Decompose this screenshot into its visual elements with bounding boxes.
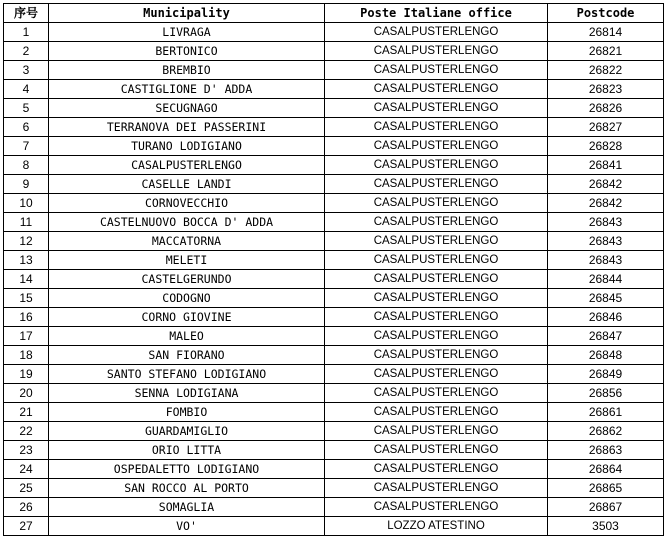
row-number: 9	[4, 175, 49, 194]
row-municipality: CASTELGERUNDO	[49, 270, 325, 289]
row-municipality: CASELLE LANDI	[49, 175, 325, 194]
table-row	[4, 118, 664, 137]
row-number: 2	[4, 42, 49, 61]
row-number: 25	[4, 479, 49, 498]
table-row	[4, 403, 664, 422]
table-row	[4, 137, 664, 156]
row-municipality: SENNA LODIGIANA	[49, 384, 325, 403]
row-municipality: CASTIGLIONE D' ADDA	[49, 80, 325, 99]
header-municipality: Municipality	[49, 4, 325, 23]
row-postcode: 26844	[548, 270, 664, 289]
row-municipality: CORNO GIOVINE	[49, 308, 325, 327]
row-number: 3	[4, 61, 49, 80]
table-row	[4, 346, 664, 365]
row-municipality: MELETI	[49, 251, 325, 270]
table-row	[4, 460, 664, 479]
row-municipality: ORIO LITTA	[49, 441, 325, 460]
row-office: CASALPUSTERLENGO	[325, 156, 548, 175]
row-office: CASALPUSTERLENGO	[325, 289, 548, 308]
row-municipality: FOMBIO	[49, 403, 325, 422]
row-municipality: CORNOVECCHIO	[49, 194, 325, 213]
row-office: CASALPUSTERLENGO	[325, 99, 548, 118]
row-office: LOZZO ATESTINO	[325, 517, 548, 536]
row-office: CASALPUSTERLENGO	[325, 23, 548, 42]
row-postcode: 26846	[548, 308, 664, 327]
row-municipality: SAN FIORANO	[49, 346, 325, 365]
row-postcode: 26828	[548, 137, 664, 156]
table-row	[4, 517, 664, 536]
row-municipality: SANTO STEFANO LODIGIANO	[49, 365, 325, 384]
table-row	[4, 232, 664, 251]
row-number: 7	[4, 137, 49, 156]
table-row	[4, 384, 664, 403]
row-office: CASALPUSTERLENGO	[325, 441, 548, 460]
row-office: CASALPUSTERLENGO	[325, 251, 548, 270]
row-postcode: 26822	[548, 61, 664, 80]
row-office: CASALPUSTERLENGO	[325, 365, 548, 384]
row-postcode: 26863	[548, 441, 664, 460]
row-office: CASALPUSTERLENGO	[325, 403, 548, 422]
row-number: 1	[4, 23, 49, 42]
row-postcode: 26843	[548, 251, 664, 270]
table-row	[4, 213, 664, 232]
table-row	[4, 498, 664, 517]
row-municipality: GUARDAMIGLIO	[49, 422, 325, 441]
table-row	[4, 308, 664, 327]
row-number: 6	[4, 118, 49, 137]
row-office: CASALPUSTERLENGO	[325, 232, 548, 251]
row-office: CASALPUSTERLENGO	[325, 42, 548, 61]
row-postcode: 26841	[548, 156, 664, 175]
row-number: 22	[4, 422, 49, 441]
row-municipality: SECUGNAGO	[49, 99, 325, 118]
header-postcode: Postcode	[548, 4, 664, 23]
row-municipality: CASTELNUOVO BOCCA D' ADDA	[49, 213, 325, 232]
header-office: Poste Italiane office	[325, 4, 548, 23]
row-postcode: 26814	[548, 23, 664, 42]
row-number: 8	[4, 156, 49, 175]
row-postcode: 26865	[548, 479, 664, 498]
row-postcode: 3503	[548, 517, 664, 536]
row-postcode: 26847	[548, 327, 664, 346]
row-postcode: 26864	[548, 460, 664, 479]
row-number: 17	[4, 327, 49, 346]
row-postcode: 26843	[548, 213, 664, 232]
row-office: CASALPUSTERLENGO	[325, 213, 548, 232]
row-number: 10	[4, 194, 49, 213]
table-row	[4, 422, 664, 441]
row-municipality: LIVRAGA	[49, 23, 325, 42]
row-office: CASALPUSTERLENGO	[325, 118, 548, 137]
row-postcode: 26867	[548, 498, 664, 517]
row-number: 24	[4, 460, 49, 479]
header-number: 序号	[4, 4, 49, 23]
row-municipality: MACCATORNA	[49, 232, 325, 251]
table-row	[4, 479, 664, 498]
row-office: CASALPUSTERLENGO	[325, 175, 548, 194]
row-postcode: 26842	[548, 175, 664, 194]
header-row	[4, 4, 664, 23]
row-postcode: 26856	[548, 384, 664, 403]
row-number: 4	[4, 80, 49, 99]
row-postcode: 26848	[548, 346, 664, 365]
row-office: CASALPUSTERLENGO	[325, 270, 548, 289]
row-office: CASALPUSTERLENGO	[325, 479, 548, 498]
row-number: 16	[4, 308, 49, 327]
row-office: CASALPUSTERLENGO	[325, 61, 548, 80]
row-municipality: TURANO LODIGIANO	[49, 137, 325, 156]
row-postcode: 26826	[548, 99, 664, 118]
row-office: CASALPUSTERLENGO	[325, 384, 548, 403]
row-postcode: 26827	[548, 118, 664, 137]
row-number: 27	[4, 517, 49, 536]
row-municipality: SAN ROCCO AL PORTO	[49, 479, 325, 498]
row-postcode: 26821	[548, 42, 664, 61]
table-row	[4, 42, 664, 61]
row-number: 23	[4, 441, 49, 460]
table-row	[4, 61, 664, 80]
row-office: CASALPUSTERLENGO	[325, 422, 548, 441]
row-number: 11	[4, 213, 49, 232]
row-office: CASALPUSTERLENGO	[325, 460, 548, 479]
table-header	[4, 4, 664, 23]
row-municipality: CASALPUSTERLENGO	[49, 156, 325, 175]
row-municipality: OSPEDALETTO LODIGIANO	[49, 460, 325, 479]
row-postcode: 26861	[548, 403, 664, 422]
table-row	[4, 99, 664, 118]
row-postcode: 26843	[548, 232, 664, 251]
table-row	[4, 194, 664, 213]
row-municipality: BREMBIO	[49, 61, 325, 80]
row-number: 13	[4, 251, 49, 270]
row-office: CASALPUSTERLENGO	[325, 327, 548, 346]
row-postcode: 26849	[548, 365, 664, 384]
row-number: 20	[4, 384, 49, 403]
table-row	[4, 175, 664, 194]
row-postcode: 26823	[548, 80, 664, 99]
row-postcode: 26845	[548, 289, 664, 308]
row-number: 21	[4, 403, 49, 422]
row-office: CASALPUSTERLENGO	[325, 346, 548, 365]
row-postcode: 26862	[548, 422, 664, 441]
row-number: 26	[4, 498, 49, 517]
table-row	[4, 156, 664, 175]
row-municipality: MALEO	[49, 327, 325, 346]
table-body	[4, 23, 664, 536]
row-postcode: 26842	[548, 194, 664, 213]
row-municipality: VO'	[49, 517, 325, 536]
table-row	[4, 270, 664, 289]
table-row	[4, 80, 664, 99]
row-number: 5	[4, 99, 49, 118]
row-municipality: BERTONICO	[49, 42, 325, 61]
row-municipality: SOMAGLIA	[49, 498, 325, 517]
row-municipality: CODOGNO	[49, 289, 325, 308]
table-row	[4, 327, 664, 346]
table-row	[4, 251, 664, 270]
row-number: 15	[4, 289, 49, 308]
row-office: CASALPUSTERLENGO	[325, 80, 548, 99]
row-municipality: TERRANOVA DEI PASSERINI	[49, 118, 325, 137]
postcode-table	[3, 3, 664, 536]
row-number: 12	[4, 232, 49, 251]
table-row	[4, 441, 664, 460]
table-row	[4, 289, 664, 308]
row-office: CASALPUSTERLENGO	[325, 194, 548, 213]
table-row	[4, 23, 664, 42]
row-office: CASALPUSTERLENGO	[325, 498, 548, 517]
row-office: CASALPUSTERLENGO	[325, 137, 548, 156]
table-row	[4, 365, 664, 384]
row-office: CASALPUSTERLENGO	[325, 308, 548, 327]
row-number: 18	[4, 346, 49, 365]
row-number: 19	[4, 365, 49, 384]
row-number: 14	[4, 270, 49, 289]
